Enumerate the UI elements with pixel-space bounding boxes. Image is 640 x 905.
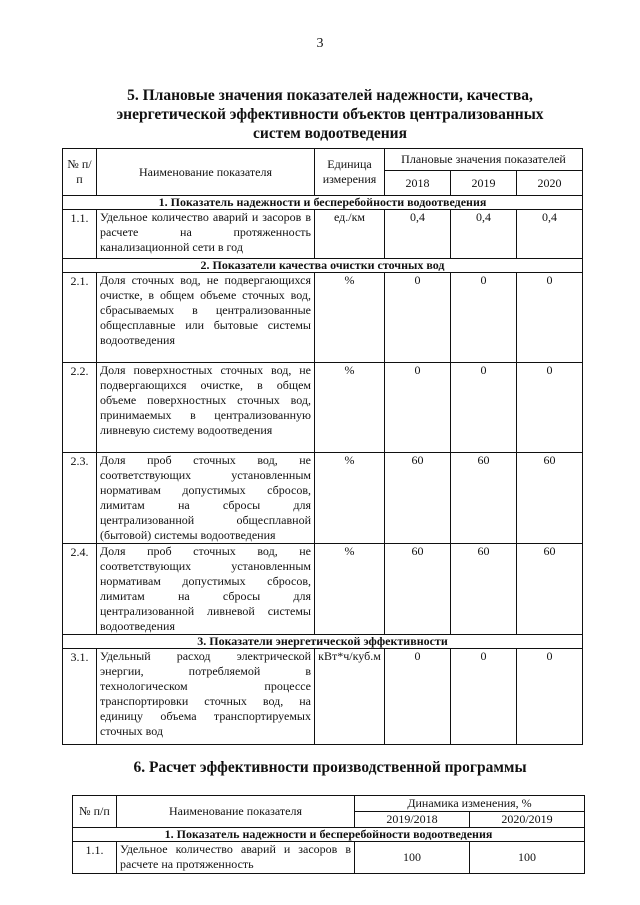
- row-num: 2.2.: [63, 363, 97, 453]
- row-value: 0: [451, 363, 517, 453]
- row-unit: %: [315, 273, 385, 363]
- table-row: [63, 210, 583, 259]
- row-value: 0,4: [517, 210, 583, 259]
- row-value: 60: [385, 453, 451, 544]
- row-value: 0: [517, 649, 583, 745]
- row-name: Доля проб сточных вод, не соответствующих установленным нормативам допустимых сбросов, лимитам на сбросы для централизованной ливневой системы водоотведения: [97, 544, 315, 635]
- row-value: 60: [451, 453, 517, 544]
- col-header-period: 2020/2019: [470, 812, 585, 828]
- row-value: 0: [451, 649, 517, 745]
- col-header-unit: Единица измерения: [315, 149, 385, 196]
- row-num: 2.4.: [63, 544, 97, 635]
- row-value: 60: [517, 544, 583, 635]
- table-row: [63, 273, 583, 363]
- row-value: 0: [385, 273, 451, 363]
- row-name: Удельное количество аварий и засоров в расчете на протяженность канализационной сети в год: [97, 210, 315, 259]
- page-number: 3: [316, 36, 324, 51]
- col-header-year: 2018: [385, 171, 451, 196]
- group-title: 1. Показатель надежности и бесперебойности водоотведения: [63, 196, 583, 210]
- row-unit: %: [315, 544, 385, 635]
- table-row: [63, 649, 583, 745]
- col-header-name: Наименование показателя: [117, 796, 355, 828]
- col-header-year: 2020: [517, 171, 583, 196]
- efficiency-table: [72, 795, 585, 874]
- row-unit: %: [315, 363, 385, 453]
- row-num: 3.1.: [63, 649, 97, 745]
- col-header-dynamics: Динамика изменения, %: [355, 796, 585, 812]
- section-5-title-line: энергетической эффективности объектов централизованных: [116, 106, 544, 123]
- section-5-title: [95, 86, 565, 143]
- row-unit: ед./км: [315, 210, 385, 259]
- row-unit: кВт*ч/куб.м: [315, 649, 385, 745]
- row-value: 0: [517, 273, 583, 363]
- table-row: [63, 544, 583, 635]
- row-num: 2.1.: [63, 273, 97, 363]
- row-value: 60: [451, 544, 517, 635]
- row-value: 0: [517, 363, 583, 453]
- row-num: 2.3.: [63, 453, 97, 544]
- col-header-plan: Плановые значения показателей: [385, 149, 583, 171]
- row-value: 0: [385, 363, 451, 453]
- col-header-num: № п/п: [63, 149, 97, 196]
- table-row: [63, 453, 583, 544]
- row-value: 0,4: [385, 210, 451, 259]
- row-value: 0: [385, 649, 451, 745]
- row-value: 0,4: [451, 210, 517, 259]
- row-name: Доля поверхностных сточных вод, не подвергающихся очистке, в общем объеме поверхностных сточных вод, принимаемых в централизованную ливневую систему водоотведения: [97, 363, 315, 453]
- row-value: 100: [355, 842, 470, 874]
- planned-indicators-table: [62, 148, 583, 745]
- table-row: [73, 842, 585, 874]
- row-unit: %: [315, 453, 385, 544]
- row-value: 60: [385, 544, 451, 635]
- col-header-num: № п/п: [73, 796, 117, 828]
- group-title: 1. Показатель надежности и бесперебойности водоотведения: [73, 828, 585, 842]
- section-5-title-line: систем водоотведения: [253, 125, 407, 142]
- row-value: 100: [470, 842, 585, 874]
- section-6-title: 6. Расчет эффективности производственной программы: [133, 759, 527, 776]
- row-value: 0: [451, 273, 517, 363]
- col-header-year: 2019: [451, 171, 517, 196]
- row-name: Удельное количество аварий и засоров в расчете на протяженность: [117, 842, 355, 874]
- col-header-period: 2019/2018: [355, 812, 470, 828]
- row-name: Доля сточных вод, не подвергающихся очистке, в общем объеме сточных вод, сбрасываемых в централизованные общесплавные или бытовые системы водоотведения: [97, 273, 315, 363]
- row-value: 60: [517, 453, 583, 544]
- row-num: 1.1.: [63, 210, 97, 259]
- row-name: Удельный расход электрической энергии, потребляемой в технологическом процессе транспортировки сточных вод, на единицу объема транспортируемых сточных вод: [97, 649, 315, 745]
- row-name: Доля проб сточных вод, не соответствующих установленным нормативам допустимых сбросов, лимитам на сбросы для централизованной общесплавной (бытовой) системы водоотведения: [97, 453, 315, 544]
- row-num: 1.1.: [73, 842, 117, 874]
- table-row: [63, 363, 583, 453]
- section-5-title-line: 5. Плановые значения показателей надежности, качества,: [127, 87, 533, 104]
- group-title: 2. Показатели качества очистки сточных вод: [63, 259, 583, 273]
- col-header-name: Наименование показателя: [97, 149, 315, 196]
- group-title: 3. Показатели энергетической эффективности: [63, 635, 583, 649]
